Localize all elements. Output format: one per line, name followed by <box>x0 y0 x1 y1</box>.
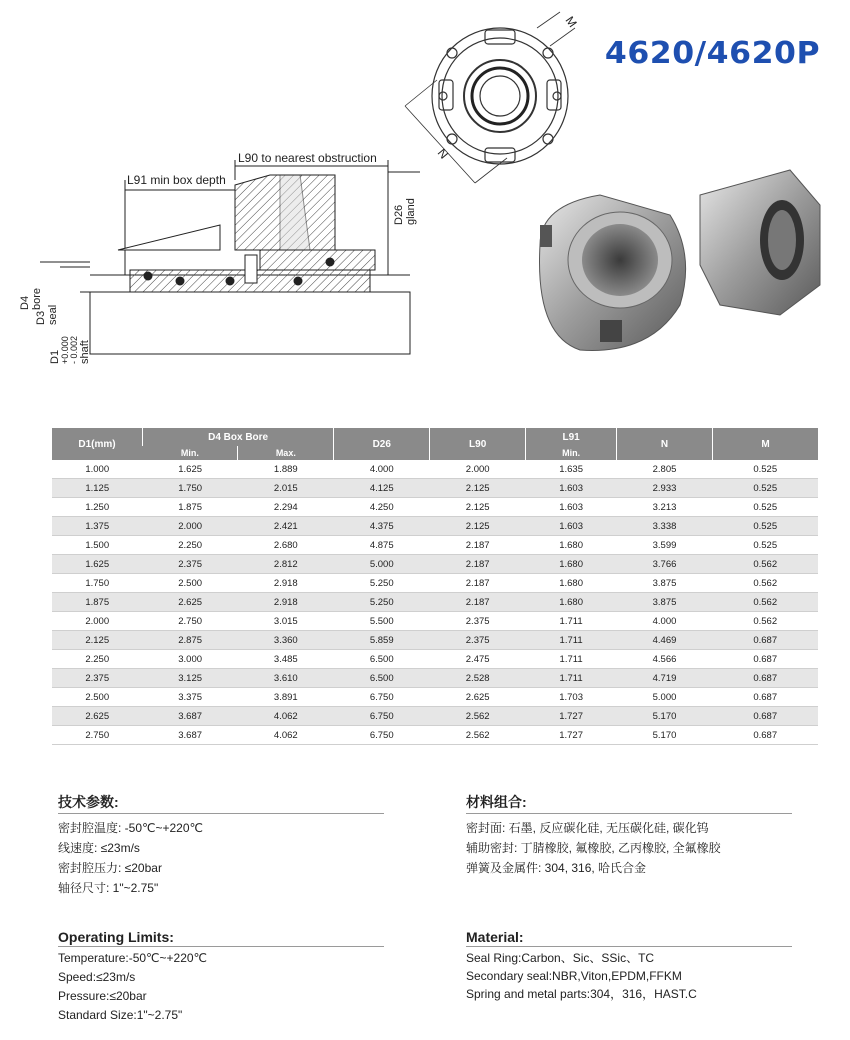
table-cell: 0.562 <box>712 574 818 593</box>
table-cell: 5.250 <box>334 593 430 612</box>
cn-material-title: 材料组合: <box>466 794 527 810</box>
table-cell: 3.125 <box>142 669 237 688</box>
m-label: M <box>562 13 580 30</box>
divider <box>466 813 792 814</box>
table-cell: 6.500 <box>334 669 430 688</box>
table-row <box>52 669 818 688</box>
en-limits-section <box>58 929 384 1025</box>
table-cell: 1.750 <box>52 574 142 593</box>
en-limits-line: Pressure:≤20bar <box>58 989 147 1003</box>
table-cell: 0.687 <box>712 650 818 669</box>
cn-tech-line: 线速度: ≤23m/s <box>58 841 140 855</box>
table-cell: 2.918 <box>238 593 334 612</box>
table-cell: 5.859 <box>334 631 430 650</box>
table-cell: 2.933 <box>617 479 713 498</box>
table-cell: 4.125 <box>334 479 430 498</box>
divider <box>58 813 384 814</box>
table-cell: 1.250 <box>52 498 142 517</box>
table-cell: 2.500 <box>52 688 142 707</box>
table-cell: 2.375 <box>430 631 526 650</box>
spec-table <box>52 428 818 745</box>
table-cell: 2.750 <box>142 612 237 631</box>
table-cell: 0.525 <box>712 460 818 479</box>
table-cell: 2.375 <box>52 669 142 688</box>
en-limits-title: Operating Limits: <box>58 929 174 945</box>
table-cell: 2.250 <box>52 650 142 669</box>
en-limits-line: Speed:≤23m/s <box>58 970 136 984</box>
cn-material-section <box>466 792 792 878</box>
table-cell: 2.375 <box>142 555 237 574</box>
header-d26: D26 <box>334 428 430 460</box>
table-cell: 1.875 <box>52 593 142 612</box>
table-row <box>52 631 818 650</box>
header-d1: D1(mm) <box>52 428 142 460</box>
table-cell: 3.375 <box>142 688 237 707</box>
header-d4-max: Max. <box>238 446 334 460</box>
table-cell: 2.421 <box>238 517 334 536</box>
table-cell: 2.625 <box>430 688 526 707</box>
header-l90: L90 <box>430 428 526 460</box>
table-cell: 5.170 <box>617 707 713 726</box>
table-row <box>52 460 818 479</box>
header-d4-min: Min. <box>142 446 237 460</box>
table-row <box>52 726 818 745</box>
en-limits-line: Temperature:-50℃~+220℃ <box>58 951 208 965</box>
table-cell: 0.687 <box>712 669 818 688</box>
en-material-title: Material: <box>466 929 524 945</box>
table-row <box>52 555 818 574</box>
table-cell: 2.562 <box>430 726 526 745</box>
en-limits-line: Standard Size:1"~2.75" <box>58 1008 183 1022</box>
table-cell: 0.525 <box>712 536 818 555</box>
tolerance-minus: - 0.002 <box>69 335 79 364</box>
table-cell: 2.500 <box>142 574 237 593</box>
table-cell: 0.562 <box>712 612 818 631</box>
table-cell: 2.680 <box>238 536 334 555</box>
table-cell: 3.687 <box>142 707 237 726</box>
cn-tech-line: 密封腔压力: ≤20bar <box>58 861 162 875</box>
table-row <box>52 498 818 517</box>
cn-material-line: 辅助密封: 丁腈橡胶, 氟橡胶, 乙丙橡胶, 全氟橡胶 <box>466 841 721 855</box>
table-cell: 4.719 <box>617 669 713 688</box>
table-row <box>52 688 818 707</box>
divider <box>58 946 384 947</box>
table-cell: 2.000 <box>142 517 237 536</box>
table-cell: 1.889 <box>238 460 334 479</box>
table-cell: 6.500 <box>334 650 430 669</box>
table-cell: 3.599 <box>617 536 713 555</box>
table-row <box>52 517 818 536</box>
table-row <box>52 593 818 612</box>
header-m: M <box>712 428 818 460</box>
table-cell: 2.918 <box>238 574 334 593</box>
table-cell: 1.603 <box>526 498 617 517</box>
cn-tech-title: 技术参数: <box>58 794 119 810</box>
table-cell: 2.000 <box>430 460 526 479</box>
table-cell: 5.000 <box>617 688 713 707</box>
table-row <box>52 707 818 726</box>
product-title: 4620/4620P <box>604 36 821 71</box>
table-cell: 3.000 <box>142 650 237 669</box>
l90-label: L90 to nearest obstruction <box>238 151 377 165</box>
table-row <box>52 536 818 555</box>
table-cell: 4.250 <box>334 498 430 517</box>
d1-label: D1 <box>49 349 61 364</box>
table-cell: 1.625 <box>52 555 142 574</box>
table-cell: 2.475 <box>430 650 526 669</box>
table-cell: 2.294 <box>238 498 334 517</box>
table-cell: 0.525 <box>712 498 818 517</box>
table-cell: 5.170 <box>617 726 713 745</box>
gland-label: gland <box>405 198 417 225</box>
table-cell: 3.213 <box>617 498 713 517</box>
table-cell: 0.525 <box>712 517 818 536</box>
table-cell: 4.875 <box>334 536 430 555</box>
seal-label: seal <box>47 304 59 325</box>
table-cell: 4.000 <box>617 612 713 631</box>
table-cell: 2.187 <box>430 574 526 593</box>
table-cell: 1.680 <box>526 593 617 612</box>
en-material-section <box>466 929 792 1003</box>
table-cell: 2.528 <box>430 669 526 688</box>
product-photo <box>520 165 825 365</box>
table-cell: 1.625 <box>142 460 237 479</box>
table-cell: 2.625 <box>52 707 142 726</box>
table-cell: 1.727 <box>526 707 617 726</box>
bore-label: bore <box>31 287 43 310</box>
header-l91: L91 <box>526 428 617 446</box>
table-cell: 4.062 <box>238 726 334 745</box>
table-cell: 1.603 <box>526 479 617 498</box>
table-row <box>52 479 818 498</box>
table-cell: 2.625 <box>142 593 237 612</box>
cn-material-line: 密封面: 石墨, 反应碳化硅, 无压碳化硅, 碳化钨 <box>466 821 709 835</box>
table-cell: 4.000 <box>334 460 430 479</box>
l91-label: L91 min box depth <box>127 173 226 187</box>
table-cell: 1.500 <box>52 536 142 555</box>
table-cell: 0.687 <box>712 726 818 745</box>
table-cell: 2.375 <box>430 612 526 631</box>
header-d4: D4 Box Bore <box>142 428 333 446</box>
table-cell: 4.469 <box>617 631 713 650</box>
table-cell: 3.875 <box>617 574 713 593</box>
table-cell: 3.485 <box>238 650 334 669</box>
table-cell: 1.375 <box>52 517 142 536</box>
cross-section-drawing <box>19 150 420 365</box>
table-cell: 1.635 <box>526 460 617 479</box>
shaft-label: shaft <box>79 340 91 364</box>
table-cell: 2.562 <box>430 707 526 726</box>
table-cell: 1.680 <box>526 536 617 555</box>
table-cell: 0.525 <box>712 479 818 498</box>
header-l91-min: Min. <box>526 446 617 460</box>
table-cell: 3.891 <box>238 688 334 707</box>
cn-tech-line: 密封腔温度: -50℃~+220℃ <box>58 821 204 835</box>
table-cell: 0.562 <box>712 593 818 612</box>
table-cell: 3.766 <box>617 555 713 574</box>
table-cell: 2.187 <box>430 555 526 574</box>
table-cell: 2.125 <box>430 479 526 498</box>
table-cell: 0.562 <box>712 555 818 574</box>
table-cell: 2.000 <box>52 612 142 631</box>
table-cell: 3.875 <box>617 593 713 612</box>
table-cell: 2.750 <box>52 726 142 745</box>
table-cell: 3.610 <box>238 669 334 688</box>
n-label: N <box>434 145 452 162</box>
table-cell: 2.125 <box>430 498 526 517</box>
table-cell: 0.687 <box>712 631 818 650</box>
table-cell: 6.750 <box>334 707 430 726</box>
table-cell: 3.338 <box>617 517 713 536</box>
table-cell: 2.250 <box>142 536 237 555</box>
table-cell: 1.875 <box>142 498 237 517</box>
divider <box>466 946 792 947</box>
table-cell: 0.687 <box>712 707 818 726</box>
en-material-line: Seal Ring:Carbon、Sic、SSic、TC <box>466 951 655 965</box>
table-cell: 1.703 <box>526 688 617 707</box>
d4-label: D4 <box>19 295 31 310</box>
table-cell: 1.603 <box>526 517 617 536</box>
table-cell: 2.875 <box>142 631 237 650</box>
table-cell: 6.750 <box>334 688 430 707</box>
table-cell: 2.125 <box>52 631 142 650</box>
table-cell: 1.711 <box>526 669 617 688</box>
table-cell: 2.125 <box>430 517 526 536</box>
table-cell: 1.711 <box>526 612 617 631</box>
cn-material-line: 弹簧及金属件: 304, 316, 哈氏合金 <box>466 861 647 875</box>
table-row <box>52 650 818 669</box>
table-cell: 4.375 <box>334 517 430 536</box>
en-material-line: Spring and metal parts:304，316，HAST.C <box>466 987 697 1001</box>
table-cell: 1.711 <box>526 631 617 650</box>
table-cell: 2.187 <box>430 536 526 555</box>
table-cell: 4.062 <box>238 707 334 726</box>
table-cell: 3.360 <box>238 631 334 650</box>
table-cell: 0.687 <box>712 688 818 707</box>
table-cell: 2.187 <box>430 593 526 612</box>
table-cell: 5.500 <box>334 612 430 631</box>
cn-tech-section <box>58 792 384 898</box>
d26-label: D26 <box>393 204 405 225</box>
table-cell: 1.125 <box>52 479 142 498</box>
table-cell: 4.566 <box>617 650 713 669</box>
table-cell: 2.812 <box>238 555 334 574</box>
table-cell: 1.000 <box>52 460 142 479</box>
table-cell: 3.015 <box>238 612 334 631</box>
d3-label: D3 <box>35 310 47 325</box>
cn-tech-line: 轴径尺寸: 1"~2.75" <box>58 881 159 895</box>
table-row <box>52 574 818 593</box>
table-cell: 1.711 <box>526 650 617 669</box>
table-cell: 5.250 <box>334 574 430 593</box>
table-cell: 1.680 <box>526 574 617 593</box>
en-material-line: Secondary seal:NBR,Viton,EPDM,FFKM <box>466 969 682 983</box>
table-cell: 6.750 <box>334 726 430 745</box>
tolerance-plus: +0.000 <box>60 336 70 364</box>
table-cell: 1.750 <box>142 479 237 498</box>
header-n: N <box>617 428 713 460</box>
table-cell: 2.015 <box>238 479 334 498</box>
table-cell: 5.000 <box>334 555 430 574</box>
table-row <box>52 612 818 631</box>
table-cell: 2.805 <box>617 460 713 479</box>
table-cell: 3.687 <box>142 726 237 745</box>
table-cell: 1.727 <box>526 726 617 745</box>
table-cell: 1.680 <box>526 555 617 574</box>
